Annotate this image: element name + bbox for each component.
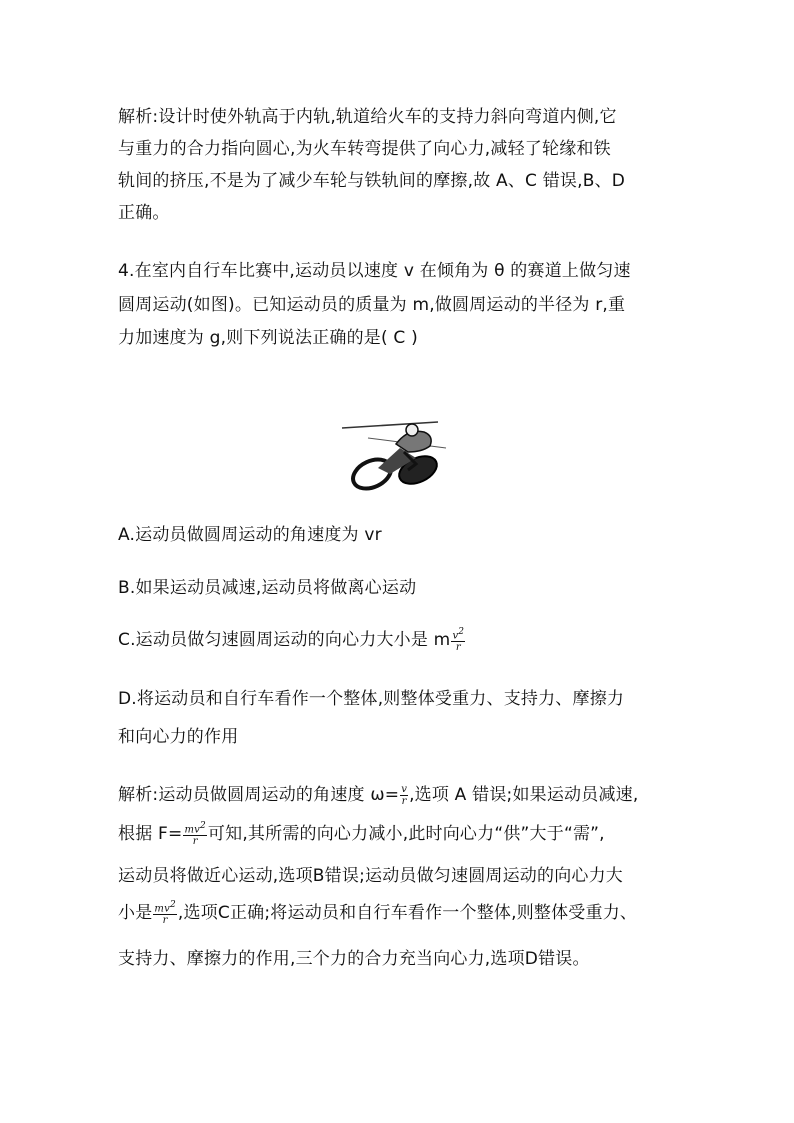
question4-line3: 力加速度为 g,则下列说法正确的是( C ) bbox=[118, 328, 418, 348]
analysis2-line1: 解析:运动员做圆周运动的角速度 ω= $\frac{v}{r}$ ,选项 A 错误;如果运动员减速, bbox=[118, 783, 639, 807]
fraction-denominator: r bbox=[455, 642, 461, 654]
fraction-numerator: v2 bbox=[452, 627, 465, 642]
analysis2-line4: 小是 $\frac{mv2}{r}$ ,选项C正确;将运动员和自行车看作一个整体,则整体受重力、 bbox=[118, 900, 638, 927]
option-d-line2: 和向心力的作用 bbox=[118, 727, 239, 747]
analysis1-line4: 正确。 bbox=[118, 203, 170, 223]
omega-fraction: $\frac{v}{r}$ bbox=[401, 783, 408, 807]
analysis2-line3: 运动员将做近心运动,选项B错误;运动员做匀速圆周运动的向心力大 bbox=[118, 866, 623, 886]
option-c bbox=[118, 627, 466, 653]
option-c-text: C.运动员做匀速圆周运动的向心力大小是 m bbox=[118, 630, 451, 651]
analysis1-line3: 轨间的挤压,不是为了减少车轮与铁轨间的摩擦,故 A、C 错误,B、D bbox=[118, 171, 626, 191]
track-line-upper bbox=[342, 422, 438, 428]
option-a: A.运动员做圆周运动的角速度为 vr bbox=[118, 525, 382, 545]
analysis1-line1: 解析:设计时使外轨高于内轨,轨道给火车的支持力斜向弯道内侧,它 bbox=[118, 107, 617, 127]
analysis2-line5: 支持力、摩擦力的作用,三个力的合力充当向心力,选项D错误。 bbox=[118, 949, 590, 969]
option-b: B.如果运动员减速,运动员将做离心运动 bbox=[118, 578, 417, 598]
option-c-fraction bbox=[451, 627, 465, 653]
analysis1-line2: 与重力的合力指向圆心,为火车转弯提供了向心力,减轻了轮缘和铁 bbox=[118, 139, 611, 159]
question4-line2: 圆周运动(如图)。已知运动员的质量为 m,做圆周运动的半径为 r,重 bbox=[118, 295, 626, 315]
centripetal-fraction: $\frac{mv2}{r}$ bbox=[154, 900, 176, 927]
analysis2-line2: 根据 F= $\frac{mv2}{r}$ 可知,其所需的向心力减小,此时向心力“供”大于“需”, bbox=[118, 821, 605, 848]
cyclist-figure bbox=[338, 418, 450, 496]
option-d-line1: D.将运动员和自行车看作一个整体,则整体受重力、支持力、摩擦力 bbox=[118, 689, 625, 709]
force-fraction: $\frac{mv2}{r}$ bbox=[184, 821, 206, 848]
question4-line1: 4.在室内自行车比赛中,运动员以速度 v 在倾角为 θ 的赛道上做匀速 bbox=[118, 261, 631, 281]
rider-helmet bbox=[406, 424, 418, 436]
